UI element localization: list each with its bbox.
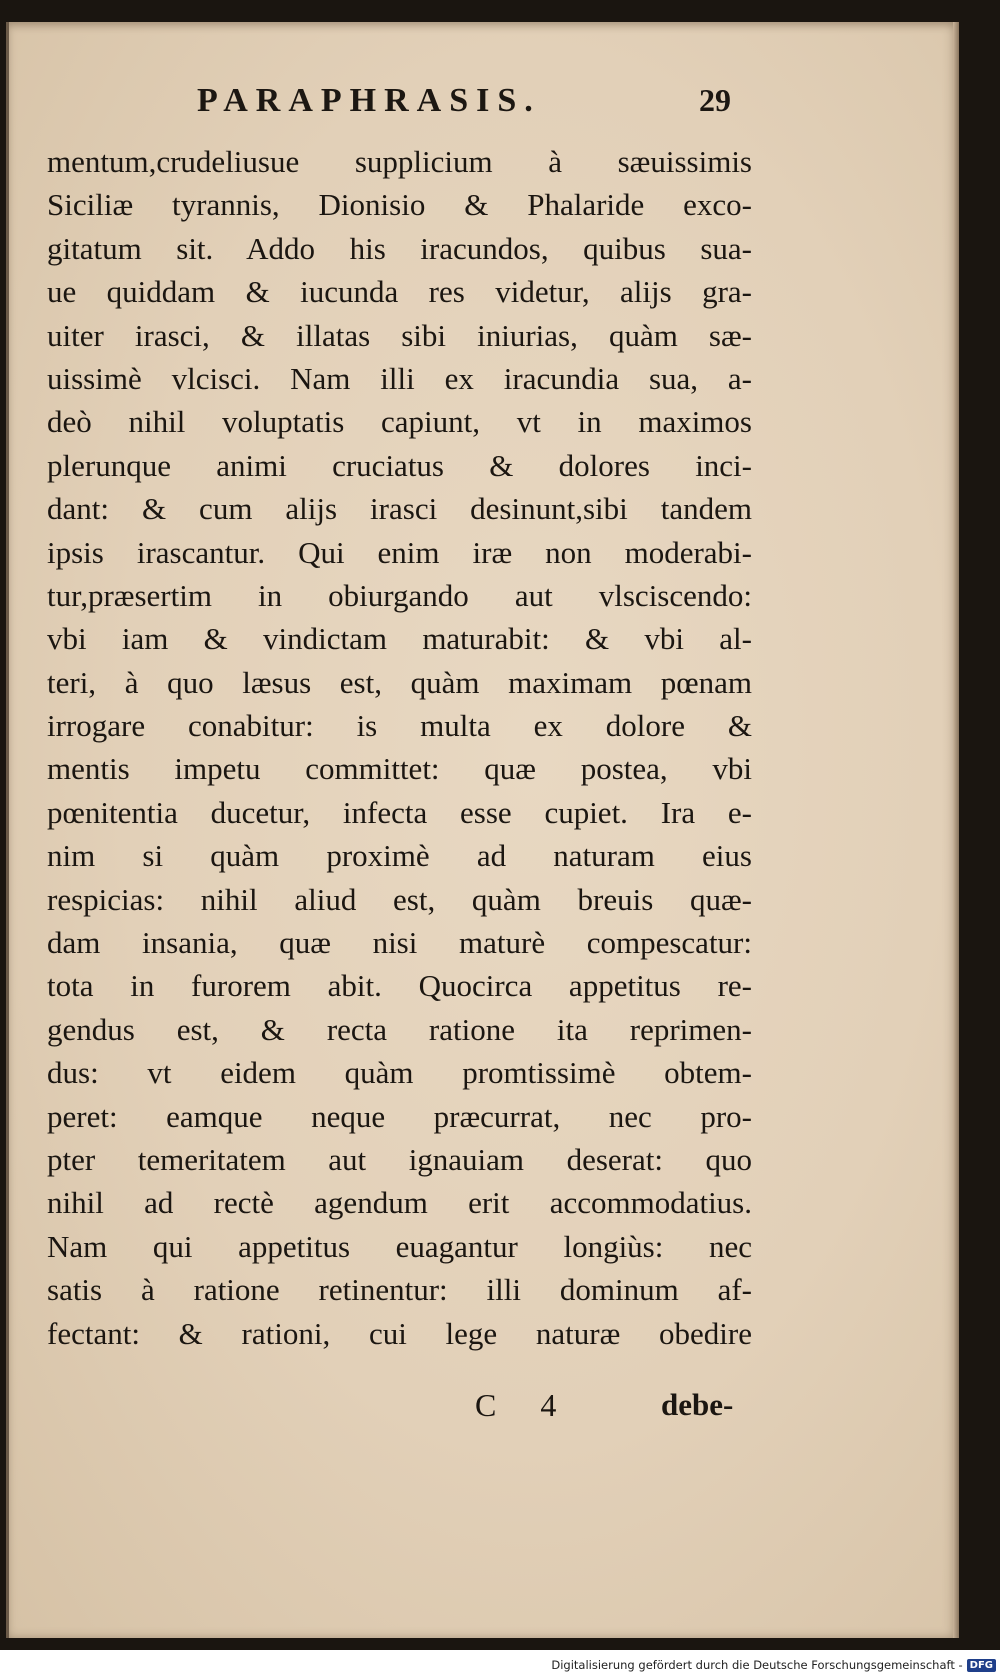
text-line: uissimè vlcisci. Nam illi ex iracundia sua, a- [47, 360, 752, 396]
text-line: vbi iam & vindictam maturabit: & vbi al- [47, 621, 752, 657]
book-page [6, 22, 959, 1638]
running-head [9, 82, 959, 132]
text-line: plerunque animi cruciatus & dolores inci- [47, 447, 752, 483]
catchword: debe- [661, 1387, 734, 1422]
text-line: ipsis irascantur. Qui enim iræ non moderabi- [47, 534, 752, 570]
text-line: uiter irasci, & illatas sibi iniurias, quàm sæ- [47, 317, 752, 353]
text-line: gitatum sit. Addo his iracundos, quibus sua- [47, 230, 752, 266]
text-line: nim si quàm proximè ad naturam eius [47, 838, 752, 874]
text-line: gendus est, & recta ratione ita reprimen- [47, 1011, 752, 1047]
text-line: dam insania, quæ nisi maturè compescatur: [47, 925, 752, 961]
text-line: tur,præsertim in obiurgando aut vlsciscendo: [47, 577, 752, 613]
text-line: Siciliæ tyrannis, Dionisio & Phalaride exco- [47, 187, 752, 223]
text-line: nihil ad rectè agendum erit accommodatius. [47, 1185, 752, 1221]
text-line: tota in furorem abit. Quocirca appetitus re- [47, 968, 752, 1004]
digitization-credit [551, 1655, 996, 1675]
text-line: pœnitentia ducetur, infecta esse cupiet. Ira e- [47, 794, 752, 830]
page-foot [9, 1387, 959, 1437]
text-line: deò nihil voluptatis capiunt, vt in maximos [47, 404, 752, 440]
text-line: peret: eamque neque præcurrat, nec pro- [47, 1098, 752, 1134]
text-line: fectant: & rationi, cui lege naturæ obedire [47, 1315, 752, 1351]
text-line: dant: & cum alijs irasci desinunt,sibi tandem [47, 491, 752, 527]
text-line: satis à ratione retinentur: illi dominum af- [47, 1272, 752, 1308]
text-line: dus: vt eidem quàm promtissimè obtem- [47, 1055, 752, 1091]
credit-text: Digitalisierung gefördert durch die Deutsche Forschungsgemeinschaft - [551, 1658, 963, 1672]
running-head-title: PARAPHRASIS. [197, 82, 541, 119]
text-line: mentum,crudeliusue supplicium à sæuissimis [47, 144, 752, 179]
text-line: pter temeritatem aut ignauiam deserat: quo [47, 1141, 752, 1177]
text-line: mentis impetu committet: quæ postea, vbi [47, 751, 752, 787]
signature-mark: C 4 [475, 1387, 575, 1423]
text-line: ue quiddam & iucunda res videtur, alijs gra- [47, 274, 752, 310]
body-text [47, 140, 752, 1355]
text-line: teri, à quo læsus est, quàm maximam pœnam [47, 664, 752, 700]
dfg-logo: DFG [967, 1659, 996, 1672]
page-number: 29 [699, 82, 731, 118]
text-line: respicias: nihil aliud est, quàm breuis quæ- [47, 881, 752, 917]
text-line: irrogare conabitur: is multa ex dolore & [47, 708, 752, 744]
text-line: Nam qui appetitus euagantur longiùs: nec [47, 1228, 752, 1264]
